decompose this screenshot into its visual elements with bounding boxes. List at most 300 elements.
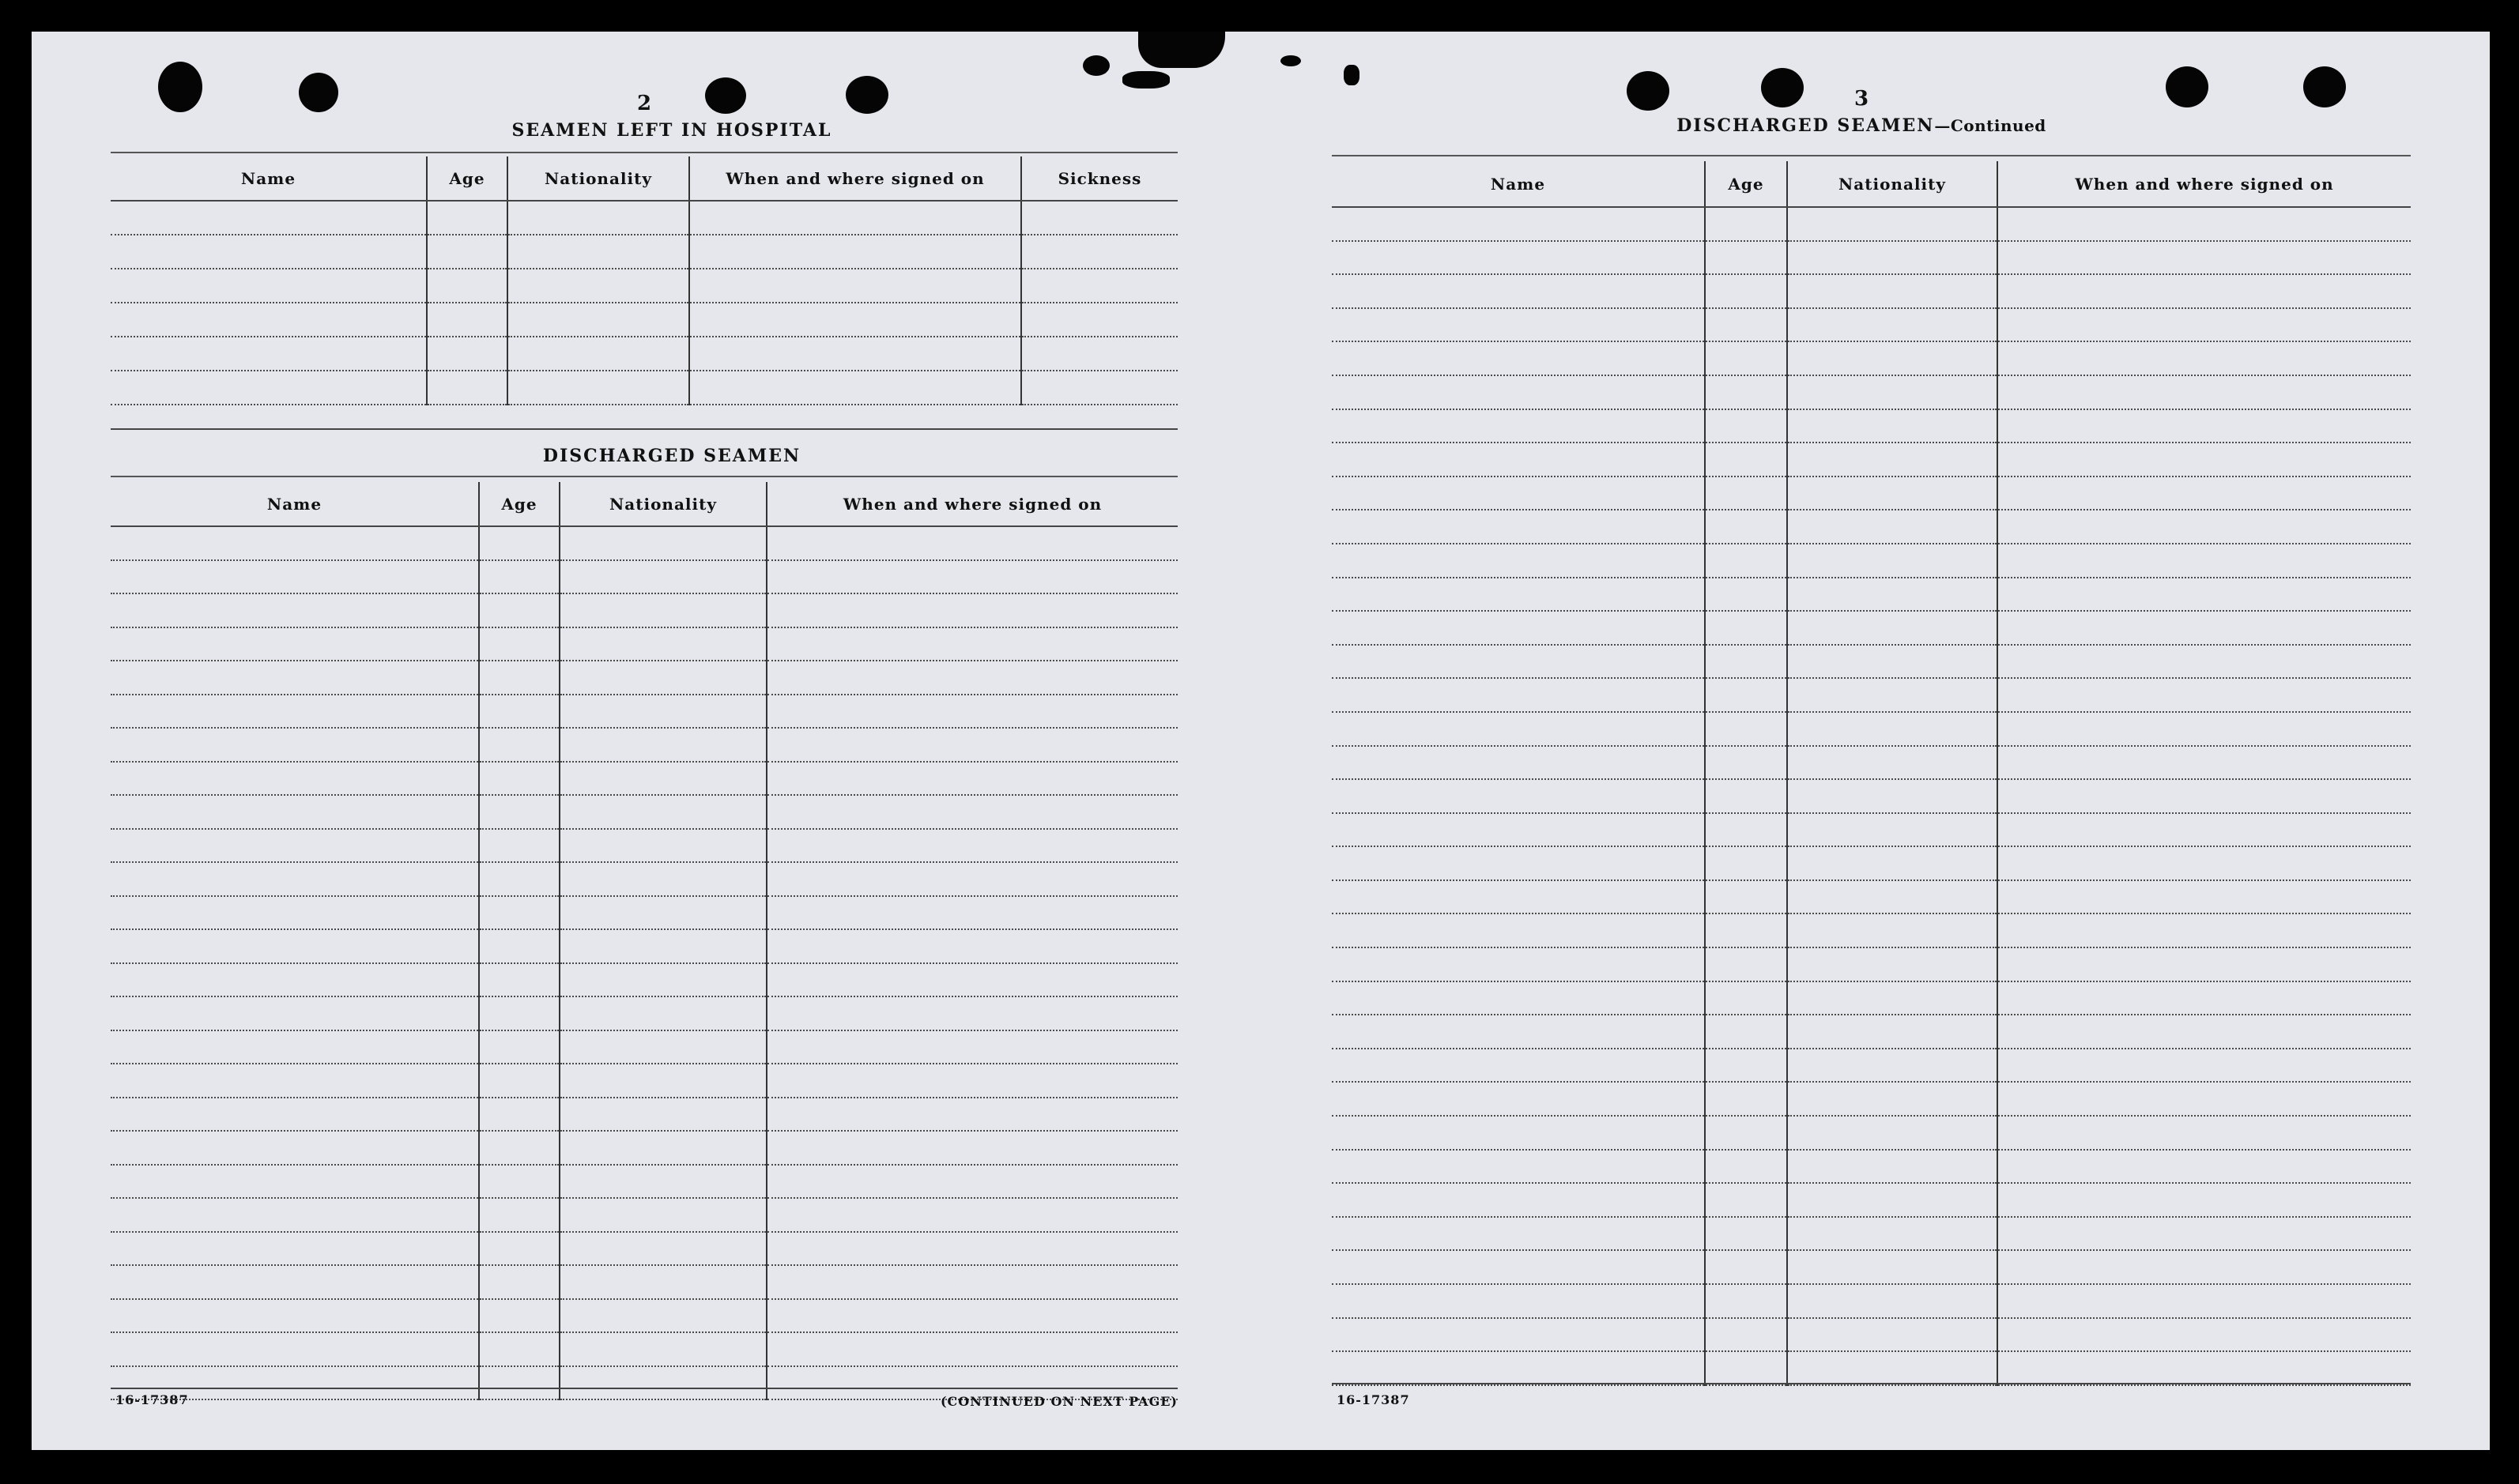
- blank-cell: [479, 1366, 560, 1400]
- blank-cell: [1997, 241, 2411, 275]
- blank-cell: [1787, 308, 1997, 342]
- blank-cell: [111, 1332, 479, 1366]
- blank-cell: [111, 661, 479, 695]
- table-row: [1332, 341, 2411, 375]
- table-row: [1332, 846, 2411, 880]
- blank-cell: [767, 627, 1178, 661]
- blank-cell: [560, 762, 767, 796]
- blank-cell: [1997, 1082, 2411, 1116]
- blank-cell: [479, 661, 560, 695]
- blank-cell: [1787, 1082, 1997, 1116]
- blank-cell: [767, 1098, 1178, 1132]
- blank-cell: [689, 235, 1021, 269]
- table-row: [111, 1064, 1178, 1098]
- blank-cell: [1787, 375, 1997, 409]
- blank-cell: [1787, 1015, 1997, 1049]
- blank-cell: [767, 862, 1178, 896]
- blank-cell: [111, 1098, 479, 1132]
- blank-cell: [767, 996, 1178, 1030]
- column-header-nationality: Nationality: [560, 482, 767, 526]
- blank-cell: [479, 1030, 560, 1064]
- blank-cell: [1705, 813, 1787, 847]
- blank-cell: [1021, 235, 1178, 269]
- blank-cell: [1332, 1082, 1705, 1116]
- blank-cell: [1332, 678, 1705, 712]
- blank-cell: [1787, 1116, 1997, 1150]
- blank-cell: [1787, 409, 1997, 443]
- blank-cell: [1997, 678, 2411, 712]
- blank-cell: [1997, 544, 2411, 578]
- blank-cell: [479, 695, 560, 729]
- blank-cell: [1021, 337, 1178, 371]
- table-row: [111, 963, 1178, 997]
- blank-cell: [427, 201, 507, 235]
- blank-cell: [1332, 578, 1705, 612]
- table-row: [111, 728, 1178, 762]
- blank-cell: [1332, 409, 1705, 443]
- blank-cell: [1332, 947, 1705, 981]
- blank-cell: [1705, 981, 1787, 1015]
- blank-cell: [767, 762, 1178, 796]
- blank-cell: [427, 269, 507, 303]
- table-row: [1332, 1217, 2411, 1251]
- table-row: [111, 1299, 1178, 1333]
- blank-cell: [767, 1165, 1178, 1199]
- blank-cell: [1787, 947, 1997, 981]
- blank-cell: [1332, 1049, 1705, 1083]
- blank-cell: [1997, 813, 2411, 847]
- blank-cell: [1705, 1015, 1787, 1049]
- blank-cell: [1705, 1150, 1787, 1184]
- blank-cell: [560, 1265, 767, 1299]
- blank-cell: [1787, 1217, 1997, 1251]
- blank-cell: [560, 1064, 767, 1098]
- table-row: [1332, 443, 2411, 476]
- table-row: [111, 235, 1178, 269]
- blank-cell: [111, 560, 479, 594]
- blank-cell: [1332, 880, 1705, 914]
- blank-cell: [767, 829, 1178, 863]
- blank-cell: [1997, 510, 2411, 544]
- blank-cell: [1332, 1318, 1705, 1352]
- table-row: [1332, 578, 2411, 612]
- blank-cell: [689, 337, 1021, 371]
- blank-cell: [1997, 913, 2411, 947]
- blank-cell: [1705, 1183, 1787, 1217]
- table-row: [111, 762, 1178, 796]
- blank-cell: [1705, 341, 1787, 375]
- table-row: [111, 627, 1178, 661]
- blank-cell: [767, 1198, 1178, 1232]
- table-row: [111, 201, 1178, 235]
- table-row: [111, 1232, 1178, 1266]
- blank-cell: [1997, 476, 2411, 510]
- blank-cell: [560, 1232, 767, 1266]
- blank-cell: [1332, 981, 1705, 1015]
- blank-cell: [689, 371, 1021, 405]
- blank-cell: [560, 1131, 767, 1165]
- blank-cell: [560, 526, 767, 560]
- blank-cell: [560, 996, 767, 1030]
- blank-cell: [1705, 241, 1787, 275]
- blank-cell: [111, 795, 479, 829]
- blank-cell: [1705, 409, 1787, 443]
- blank-cell: [111, 695, 479, 729]
- blank-cell: [1787, 1284, 1997, 1318]
- blank-cell: [1021, 303, 1178, 337]
- blank-cell: [1332, 544, 1705, 578]
- blank-cell: [1332, 274, 1705, 308]
- table-row: [1332, 308, 2411, 342]
- blank-cell: [1705, 746, 1787, 780]
- blank-cell: [111, 1299, 479, 1333]
- blank-cell: [560, 1098, 767, 1132]
- blank-cell: [111, 526, 479, 560]
- blank-cell: [1332, 510, 1705, 544]
- blank-cell: [1787, 207, 1997, 241]
- blank-cell: [427, 235, 507, 269]
- blank-cell: [111, 235, 427, 269]
- table-row: [111, 371, 1178, 405]
- column-header-signed-on: When and where signed on: [689, 156, 1021, 201]
- blank-cell: [1787, 510, 1997, 544]
- table-row: [1332, 1183, 2411, 1217]
- blank-cell: [1997, 779, 2411, 813]
- blank-cell: [1787, 813, 1997, 847]
- blank-cell: [1021, 201, 1178, 235]
- blank-cell: [1997, 1217, 2411, 1251]
- blank-cell: [111, 829, 479, 863]
- column-header-nationality: Nationality: [1787, 161, 1997, 207]
- blank-cell: [767, 896, 1178, 930]
- blank-cell: [1705, 611, 1787, 645]
- blank-cell: [1332, 1351, 1705, 1385]
- blank-cell: [1997, 578, 2411, 612]
- blank-cell: [479, 862, 560, 896]
- blank-cell: [1332, 476, 1705, 510]
- blank-cell: [560, 1165, 767, 1199]
- blank-cell: [479, 996, 560, 1030]
- table-row: [111, 269, 1178, 303]
- blank-cell: [1705, 1250, 1787, 1284]
- table-row: [111, 303, 1178, 337]
- blank-cell: [1332, 1116, 1705, 1150]
- bottom-rule: [111, 1388, 1178, 1389]
- discharged-continued-title: [1577, 115, 2146, 136]
- table-row: [1332, 678, 2411, 712]
- blank-cell: [1997, 846, 2411, 880]
- table-row: [1332, 1082, 2411, 1116]
- table-row: [111, 1098, 1178, 1132]
- blank-cell: [767, 728, 1178, 762]
- section-rule: [111, 428, 1178, 430]
- table-row: [1332, 645, 2411, 679]
- blank-cell: [1787, 645, 1997, 679]
- blank-cell: [1997, 1049, 2411, 1083]
- right-page: [1261, 32, 2490, 1450]
- blank-cell: [507, 371, 689, 405]
- blank-cell: [1332, 611, 1705, 645]
- blank-cell: [767, 929, 1178, 963]
- blank-cell: [111, 728, 479, 762]
- blank-cell: [767, 1232, 1178, 1266]
- table-row: [111, 862, 1178, 896]
- blank-cell: [111, 371, 427, 405]
- blank-cell: [1997, 1318, 2411, 1352]
- table-row: [1332, 880, 2411, 914]
- blank-cell: [479, 1165, 560, 1199]
- blank-cell: [560, 896, 767, 930]
- blank-cell: [1787, 1183, 1997, 1217]
- discharged-section-title: DISCHARGED SEAMEN: [542, 446, 801, 466]
- blank-cell: [111, 1030, 479, 1064]
- blank-cell: [689, 201, 1021, 235]
- blank-cell: [1997, 1015, 2411, 1049]
- blank-cell: [1332, 913, 1705, 947]
- discharged-continued-table: [1332, 161, 2411, 1386]
- page-number: 2: [636, 92, 652, 115]
- blank-cell: [1997, 375, 2411, 409]
- blank-cell: [111, 929, 479, 963]
- discharged-table: [111, 482, 1178, 1400]
- blank-cell: [1997, 1284, 2411, 1318]
- table-row: [1332, 813, 2411, 847]
- blank-cell: [479, 1332, 560, 1366]
- table-row: [1332, 913, 2411, 947]
- blank-cell: [1705, 578, 1787, 612]
- blank-cell: [1787, 578, 1997, 612]
- blank-cell: [479, 1198, 560, 1232]
- blank-cell: [1705, 274, 1787, 308]
- table-row: [1332, 476, 2411, 510]
- table-row: [1332, 947, 2411, 981]
- blank-cell: [507, 201, 689, 235]
- blank-cell: [560, 560, 767, 594]
- blank-cell: [767, 1299, 1178, 1333]
- blank-cell: [767, 593, 1178, 627]
- blank-cell: [1332, 712, 1705, 746]
- blank-cell: [1705, 308, 1787, 342]
- blank-cell: [1332, 308, 1705, 342]
- table-row: [1332, 1351, 2411, 1385]
- blank-cell: [1997, 880, 2411, 914]
- table-row: [1332, 1150, 2411, 1184]
- blank-cell: [1705, 1318, 1787, 1352]
- blank-cell: [560, 1332, 767, 1366]
- blank-cell: [560, 829, 767, 863]
- blank-cell: [111, 337, 427, 371]
- column-header-age: Age: [427, 156, 507, 201]
- blank-cell: [111, 1064, 479, 1098]
- table-row: [111, 560, 1178, 594]
- header-rule: [111, 152, 1178, 153]
- hospital-table: [111, 156, 1178, 405]
- table-row: [1332, 1015, 2411, 1049]
- blank-cell: [1705, 712, 1787, 746]
- blank-cell: [1332, 1015, 1705, 1049]
- table-row: [111, 1198, 1178, 1232]
- blank-cell: [560, 1198, 767, 1232]
- blank-cell: [1705, 1351, 1787, 1385]
- blank-cell: [1332, 375, 1705, 409]
- blank-cell: [1997, 981, 2411, 1015]
- blank-cell: [479, 728, 560, 762]
- blank-cell: [111, 1198, 479, 1232]
- blank-cell: [1787, 1351, 1997, 1385]
- blank-cell: [560, 1366, 767, 1400]
- blank-cell: [1997, 947, 2411, 981]
- blank-cell: [1705, 678, 1787, 712]
- title-main: DISCHARGED SEAMEN: [1676, 115, 1935, 136]
- blank-cell: [111, 762, 479, 796]
- blank-cell: [1997, 274, 2411, 308]
- blank-cell: [1705, 947, 1787, 981]
- table-row: [1332, 1116, 2411, 1150]
- blank-cell: [1705, 846, 1787, 880]
- blank-cell: [1787, 913, 1997, 947]
- blank-cell: [1332, 341, 1705, 375]
- blank-cell: [560, 661, 767, 695]
- blank-cell: [1705, 1284, 1787, 1318]
- blank-cell: [479, 1064, 560, 1098]
- blank-cell: [1332, 1150, 1705, 1184]
- blank-cell: [111, 1265, 479, 1299]
- blank-cell: [1705, 544, 1787, 578]
- table-row: [111, 1030, 1178, 1064]
- blank-cell: [1705, 1049, 1787, 1083]
- table-row: [111, 526, 1178, 560]
- blank-cell: [1787, 1150, 1997, 1184]
- header-rule: [111, 476, 1178, 477]
- table-row: [111, 337, 1178, 371]
- column-header-name: Name: [111, 156, 427, 201]
- blank-cell: [1787, 476, 1997, 510]
- table-row: [1332, 1318, 2411, 1352]
- blank-cell: [1787, 880, 1997, 914]
- table-row: [1332, 274, 2411, 308]
- blank-cell: [1997, 1150, 2411, 1184]
- blank-cell: [1705, 375, 1787, 409]
- column-header-signed-on: When and where signed on: [1997, 161, 2411, 207]
- blank-cell: [1997, 645, 2411, 679]
- blank-cell: [1997, 712, 2411, 746]
- blank-cell: [111, 593, 479, 627]
- blank-cell: [1332, 1217, 1705, 1251]
- blank-cell: [767, 526, 1178, 560]
- blank-cell: [479, 762, 560, 796]
- blank-cell: [1997, 341, 2411, 375]
- blank-cell: [1705, 913, 1787, 947]
- table-row: [111, 896, 1178, 930]
- column-header-age: Age: [1705, 161, 1787, 207]
- table-row: [1332, 611, 2411, 645]
- blank-cell: [767, 1332, 1178, 1366]
- blank-cell: [1787, 241, 1997, 275]
- blank-cell: [1997, 1183, 2411, 1217]
- form-number: 16-17387: [115, 1392, 189, 1407]
- blank-cell: [560, 929, 767, 963]
- column-header-nationality: Nationality: [507, 156, 689, 201]
- blank-cell: [1332, 1183, 1705, 1217]
- header-rule: [1332, 155, 2411, 156]
- blank-cell: [479, 593, 560, 627]
- blank-cell: [507, 337, 689, 371]
- blank-cell: [1332, 645, 1705, 679]
- table-row: [111, 1165, 1178, 1199]
- hospital-section-title: SEAMEN LEFT IN HOSPITAL: [511, 120, 832, 141]
- blank-cell: [1332, 207, 1705, 241]
- blank-cell: [560, 627, 767, 661]
- blank-cell: [1997, 611, 2411, 645]
- blank-cell: [767, 1131, 1178, 1165]
- column-header-signed-on: When and where signed on: [767, 482, 1178, 526]
- blank-cell: [479, 1232, 560, 1266]
- blank-cell: [479, 929, 560, 963]
- blank-cell: [1787, 1250, 1997, 1284]
- title-suffix: —Continued: [1934, 116, 2046, 135]
- blank-cell: [1332, 813, 1705, 847]
- blank-cell: [111, 303, 427, 337]
- left-page: [32, 32, 1261, 1450]
- table-row: [1332, 712, 2411, 746]
- form-number: 16-17387: [1337, 1392, 1410, 1407]
- blank-cell: [507, 303, 689, 337]
- blank-cell: [767, 695, 1178, 729]
- blank-cell: [1787, 274, 1997, 308]
- table-row: [111, 695, 1178, 729]
- blank-cell: [111, 896, 479, 930]
- blank-cell: [767, 661, 1178, 695]
- blank-cell: [1705, 645, 1787, 679]
- table-row: [1332, 1049, 2411, 1083]
- bottom-rule: [1332, 1383, 2411, 1384]
- blank-cell: [560, 1030, 767, 1064]
- blank-cell: [111, 1232, 479, 1266]
- blank-cell: [1332, 1284, 1705, 1318]
- blank-cell: [1787, 746, 1997, 780]
- blank-cell: [507, 235, 689, 269]
- blank-cell: [767, 1030, 1178, 1064]
- blank-cell: [1021, 371, 1178, 405]
- blank-cell: [427, 337, 507, 371]
- blank-cell: [1997, 207, 2411, 241]
- blank-cell: [1705, 1082, 1787, 1116]
- blank-cell: [111, 201, 427, 235]
- blank-cell: [479, 963, 560, 997]
- blank-cell: [479, 627, 560, 661]
- blank-cell: [1997, 308, 2411, 342]
- blank-cell: [479, 1131, 560, 1165]
- blank-cell: [767, 1265, 1178, 1299]
- blank-cell: [427, 371, 507, 405]
- table-row: [111, 829, 1178, 863]
- blank-cell: [111, 1165, 479, 1199]
- blank-cell: [1705, 779, 1787, 813]
- blank-cell: [1787, 981, 1997, 1015]
- blank-cell: [1332, 746, 1705, 780]
- blank-cell: [1997, 409, 2411, 443]
- table-row: [111, 795, 1178, 829]
- blank-cell: [111, 627, 479, 661]
- blank-cell: [1997, 1116, 2411, 1150]
- table-row: [1332, 241, 2411, 275]
- blank-cell: [111, 269, 427, 303]
- blank-cell: [560, 1299, 767, 1333]
- table-row: [1332, 779, 2411, 813]
- blank-cell: [1332, 779, 1705, 813]
- blank-cell: [479, 896, 560, 930]
- page-number: 3: [1853, 87, 1869, 111]
